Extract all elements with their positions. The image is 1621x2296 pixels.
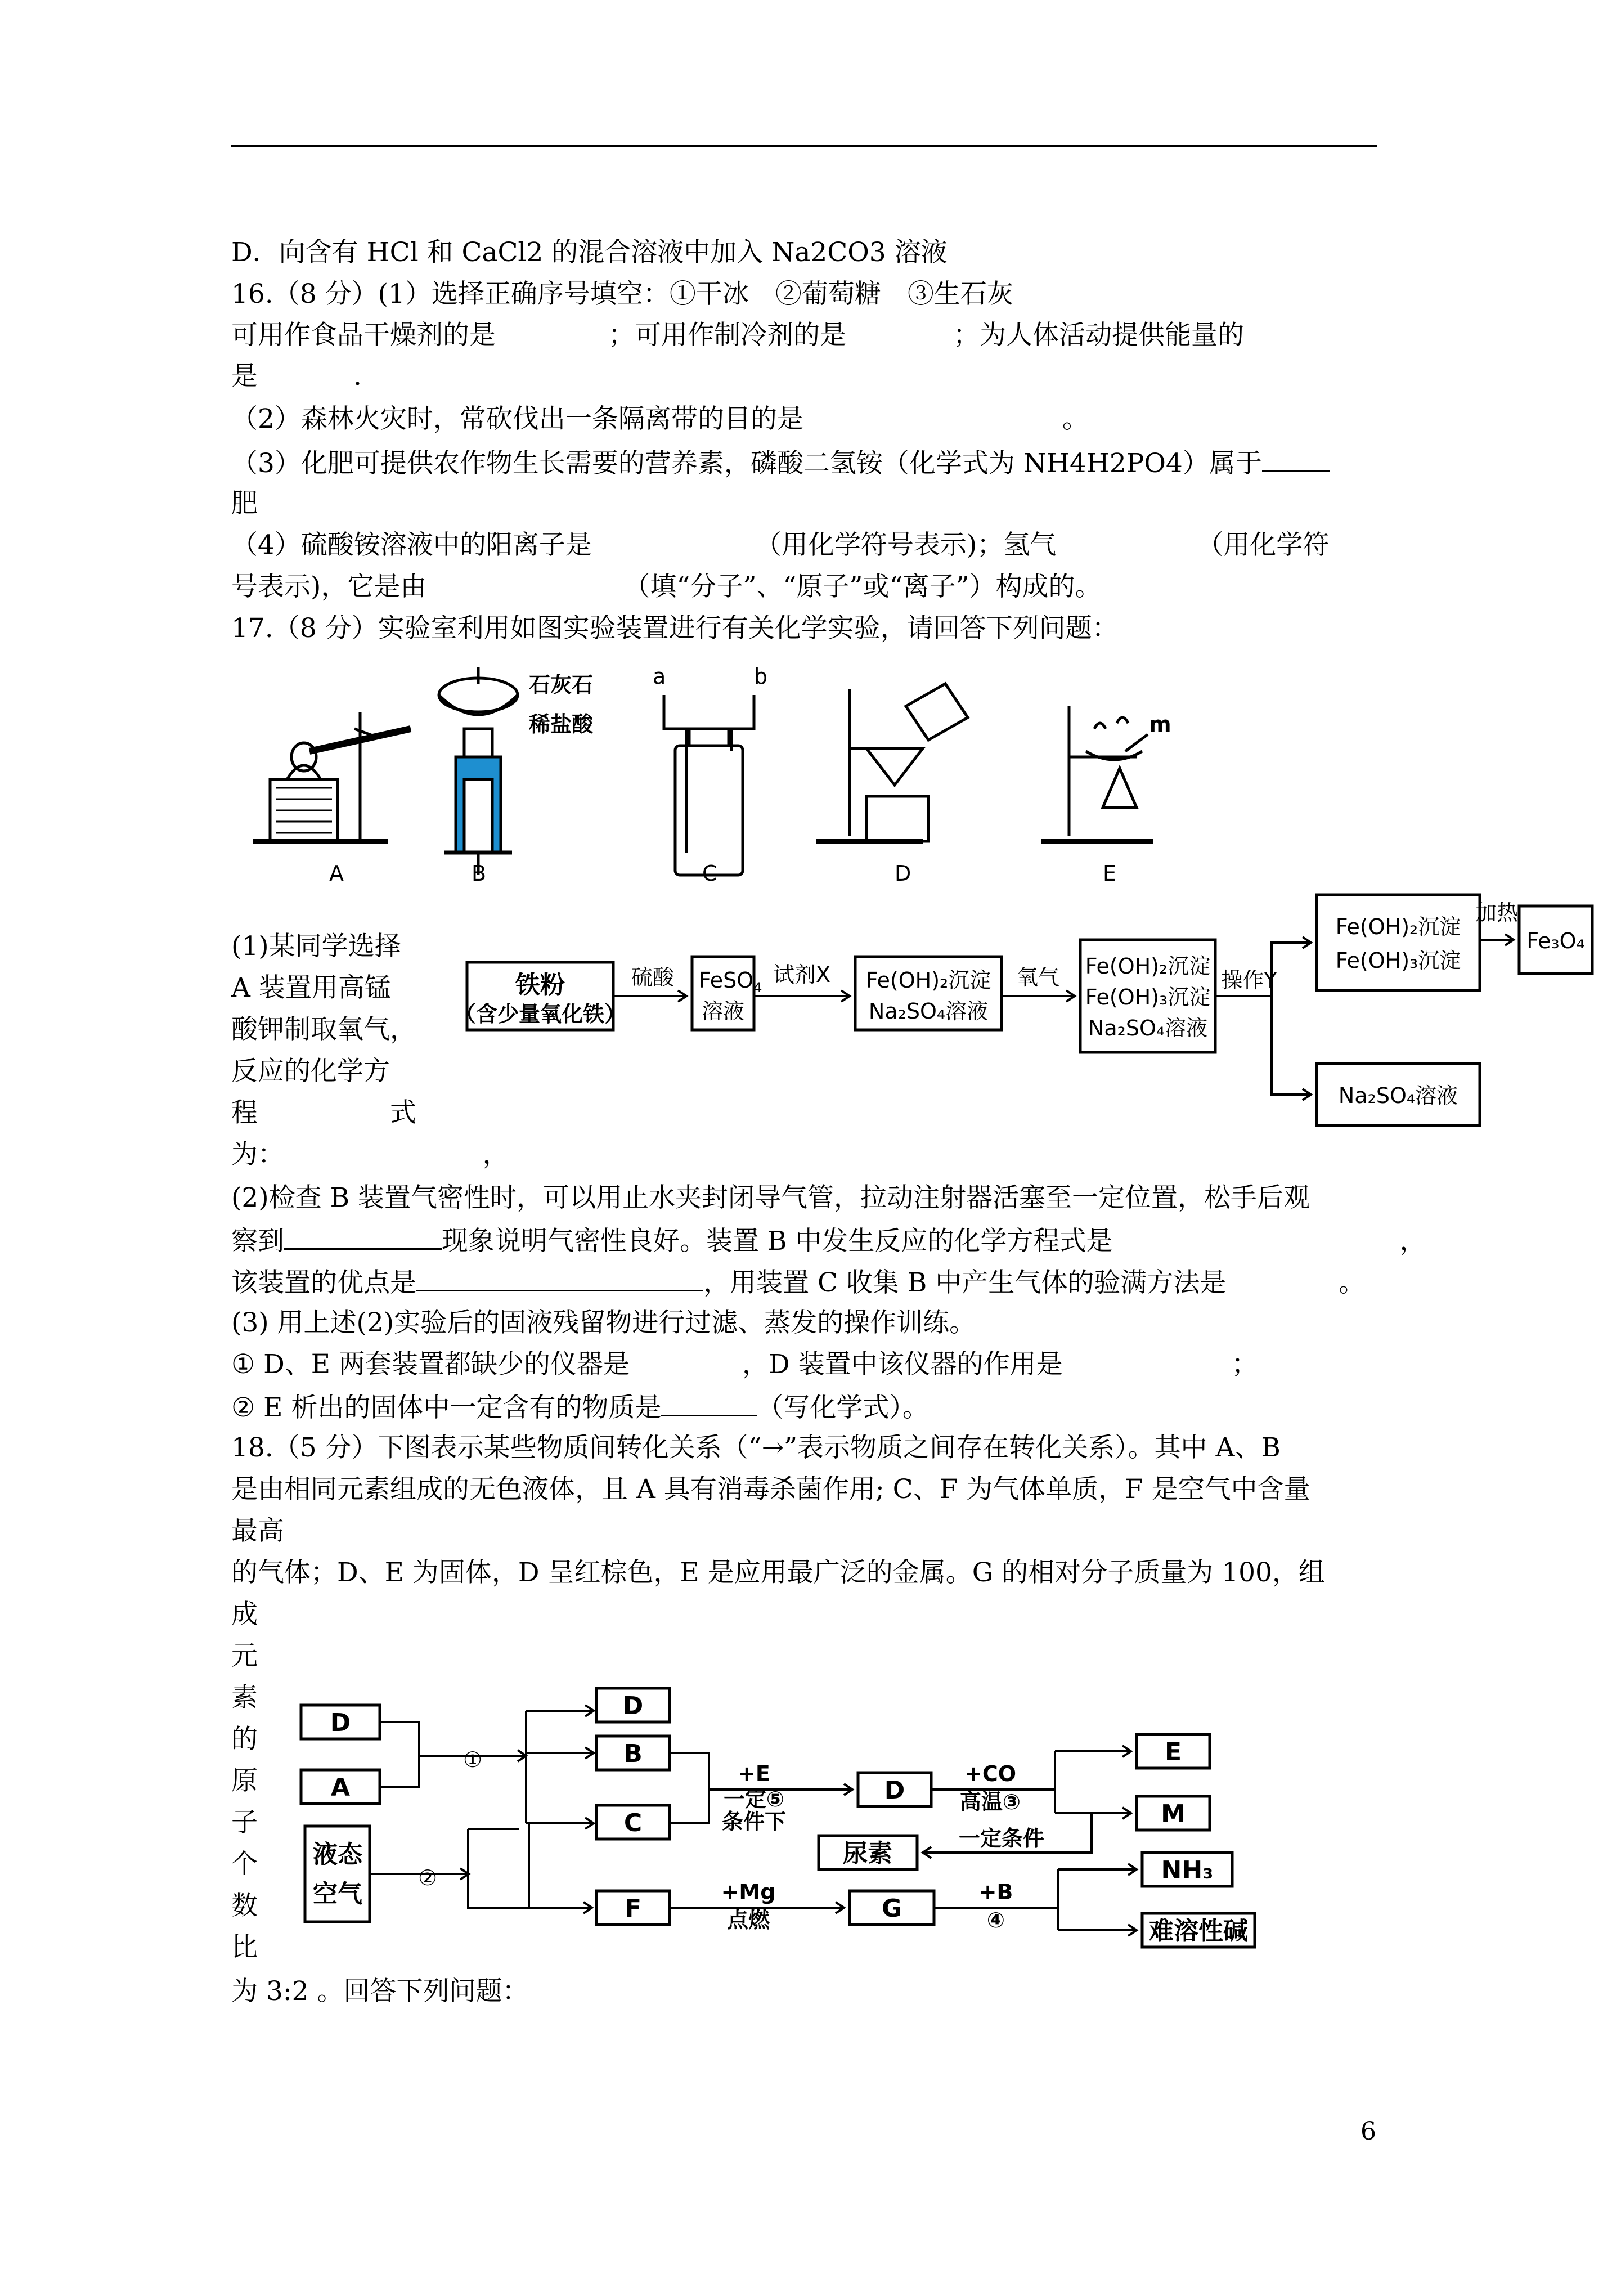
q18-line-3: 最高 (231, 1515, 284, 1546)
cond-ignite: 点燃 (726, 1908, 770, 1932)
node-b: B (623, 1739, 643, 1768)
node-e: E (1164, 1738, 1182, 1766)
substance-flowchart (293, 1677, 1260, 1981)
step-2: ② (417, 1866, 438, 1890)
label-c: C (702, 861, 717, 886)
vert-char-4: 的 (231, 1724, 258, 1755)
node-liquid-air: 液态空气 (313, 1840, 362, 1908)
label-e: E (1103, 861, 1117, 886)
vert-char-1: 成 (231, 1599, 258, 1630)
box4-line1: Fe(OH)₂沉淀 (1085, 954, 1211, 979)
acid-label: 稀盐酸 (529, 712, 594, 737)
label-b: B (472, 861, 487, 886)
q17-part1-l4: 反应的化学方 (231, 1056, 390, 1087)
cond-high-temp: 高温③ (959, 1790, 1021, 1814)
label-a: A (329, 861, 344, 886)
feso4-solution: 溶液 (701, 999, 745, 1024)
na2so4-box: Na₂SO₄溶液 (1338, 1083, 1458, 1108)
cond-plus-mg: +Mg (721, 1880, 776, 1904)
vert-char-2: 元 (231, 1640, 258, 1671)
port-b-label: b (754, 664, 768, 689)
q18-line-2: 是由相同元素组成的无色液体，且 A 具有消毒杀菌作用; C、F 为气体单质，F 是空气中含量 (231, 1474, 1310, 1505)
q17-part3: (3) 用上述(2)实验后的固液残留物进行过滤、蒸发的操作训练。 (231, 1307, 976, 1338)
feso4-box: FeSO$_4$ (699, 968, 762, 995)
cond-urea: 一定条件 (958, 1826, 1045, 1851)
q17-part1-l5: 程 式 (231, 1097, 416, 1128)
option-d-line: D．向含有 HCl 和 CaCl2 的混合溶液中加入 Na2CO3 溶液 (231, 237, 948, 268)
vert-char-5: 原 (231, 1765, 258, 1796)
node-d-top: D (622, 1692, 644, 1720)
arrow-reagent-x: 试剂X (773, 962, 831, 987)
box3-line1: Fe(OH)₂沉淀 (865, 968, 991, 993)
iron-flowchart (454, 884, 1598, 1142)
node-c: C (623, 1809, 643, 1837)
q17-part3-1: ① D、E 两套装置都缺少的仪器是 ，D 装置中该仪器的作用是 ； (231, 1349, 1258, 1380)
label-d: D (895, 861, 911, 886)
page-number: 6 (1360, 2117, 1376, 2146)
box4-line2: Fe(OH)₃沉淀 (1085, 985, 1211, 1010)
vert-char-3: 素 (231, 1682, 258, 1713)
node-g: G (881, 1894, 902, 1923)
m-label: m (1149, 712, 1171, 737)
node-a: A (330, 1773, 351, 1802)
vert-char-8: 数 (231, 1890, 258, 1921)
apparatus-e (1041, 706, 1153, 841)
step-1: ① (462, 1747, 483, 1772)
q16-line-1: 可用作食品干燥剂的是 ；可用作制冷剂的是 ；为人体活动提供能量的 (231, 320, 1244, 351)
q16-line-2: 是 . (231, 361, 362, 392)
iron-powder-note: （含少量氧化铁） (454, 1002, 626, 1026)
fe3o4-box: Fe₃O₄ (1526, 929, 1585, 953)
q17-part2-l2: 察到 现象说明气密性良好。装置 B 中发生反应的化学方程式是 ， (231, 1223, 1426, 1258)
q17-part2-l3: 该装置的优点是 ，用装置 C 收集 B 中产生气体的验满方法是 。 (231, 1265, 1365, 1299)
q16-part3-cont: 肥 (231, 488, 258, 519)
iron-powder: 铁粉 (515, 971, 565, 999)
q17-part3-2: ② E 析出的固体中一定含有的物质是 （写化学式）。 (231, 1390, 929, 1424)
apparatus-c (664, 695, 754, 875)
apparatus-d (816, 684, 968, 841)
cond-plus-e: +E (738, 1761, 770, 1786)
arrow-sulfuric-acid: 硫酸 (631, 965, 675, 990)
step-4: ④ (986, 1908, 1005, 1932)
box3-line2: Na₂SO₄溶液 (868, 999, 989, 1024)
apparatus-b (439, 667, 518, 875)
box5-line1: Fe(OH)₂沉淀 (1335, 914, 1461, 939)
node-nh3: NH₃ (1161, 1856, 1214, 1885)
vert-char-9: 比 (231, 1932, 258, 1963)
arrow-oxygen: 氧气 (1016, 965, 1060, 990)
node-d-mid: D (884, 1776, 905, 1805)
vert-char-7: 个 (231, 1849, 258, 1880)
apparatus-figure (242, 664, 1171, 892)
q16-intro: 16.（8 分）(1）选择正确序号填空：①干冰 ②葡萄糖 ③生石灰 (231, 279, 1013, 310)
q17-part1-l6: 为： ， (231, 1139, 509, 1170)
q16-part2: （2）森林火灾时，常砍伐出一条隔离带的目的是 。 (231, 403, 1089, 434)
arrow-heat: 加热 (1475, 900, 1519, 925)
arrow-operation-y: 操作Y (1221, 968, 1277, 993)
cond-under: 条件下 (721, 1809, 787, 1834)
limestone-label: 石灰石 (529, 672, 594, 697)
cond-certain: 一定⑤ (723, 1787, 785, 1811)
q16-part4: （4）硫酸铵溶液中的阳离子是 （用化学符号表示)；氢气 （用化学符 (231, 530, 1330, 560)
node-insoluble-base: 难溶性碱 (1149, 1917, 1248, 1945)
q18-line-4: 的气体；D、E 为固体，D 呈红棕色，E 是应用最广泛的金属。G 的相对分子质量为 100，组 (231, 1557, 1325, 1588)
header-rule (231, 145, 1377, 147)
node-f: F (624, 1894, 642, 1923)
node-d-left: D (330, 1708, 351, 1737)
q18-last-line: 为 3:2 。回答下列问题： (231, 1976, 529, 2007)
q17-part1-l2: A 装置用高锰 (231, 972, 391, 1003)
vert-char-6: 子 (231, 1807, 258, 1838)
q18-intro: 18.（5 分）下图表示某些物质间转化关系（“→”表示物质之间存在转化关系）。其中 A、B (231, 1432, 1281, 1463)
port-a-label: a (653, 664, 666, 689)
apparatus-a (253, 712, 411, 841)
q17-part1-l1: (1)某同学选择 (231, 931, 401, 962)
node-m: M (1161, 1800, 1186, 1828)
box5-line2: Fe(OH)₃沉淀 (1335, 948, 1461, 973)
cond-plus-b: +B (978, 1880, 1013, 1904)
q16-part3: （3）化肥可提供农作物生长需要的营养素，磷酸二氢铵（化学式为 NH4H2PO4）属于 (231, 446, 1330, 480)
box4-line3: Na₂SO₄溶液 (1088, 1016, 1208, 1041)
q16-part4-cont: 号表示)，它是由 （填“分子”、“原子”或“离子”）构成的。 (231, 571, 1102, 602)
node-urea: 尿素 (843, 1839, 892, 1868)
q17-part1-l3: 酸钾制取氧气， (231, 1014, 416, 1045)
q17-intro: 17.（8 分）实验室利用如图实验装置进行有关化学实验，请回答下列问题： (231, 613, 1119, 644)
q17-part2-l1: (2)检查 B 装置气密性时，可以用止水夹封闭导气管，拉动注射器活塞至一定位置，松手后观 (231, 1182, 1310, 1213)
cond-plus-co: +CO (964, 1761, 1017, 1786)
